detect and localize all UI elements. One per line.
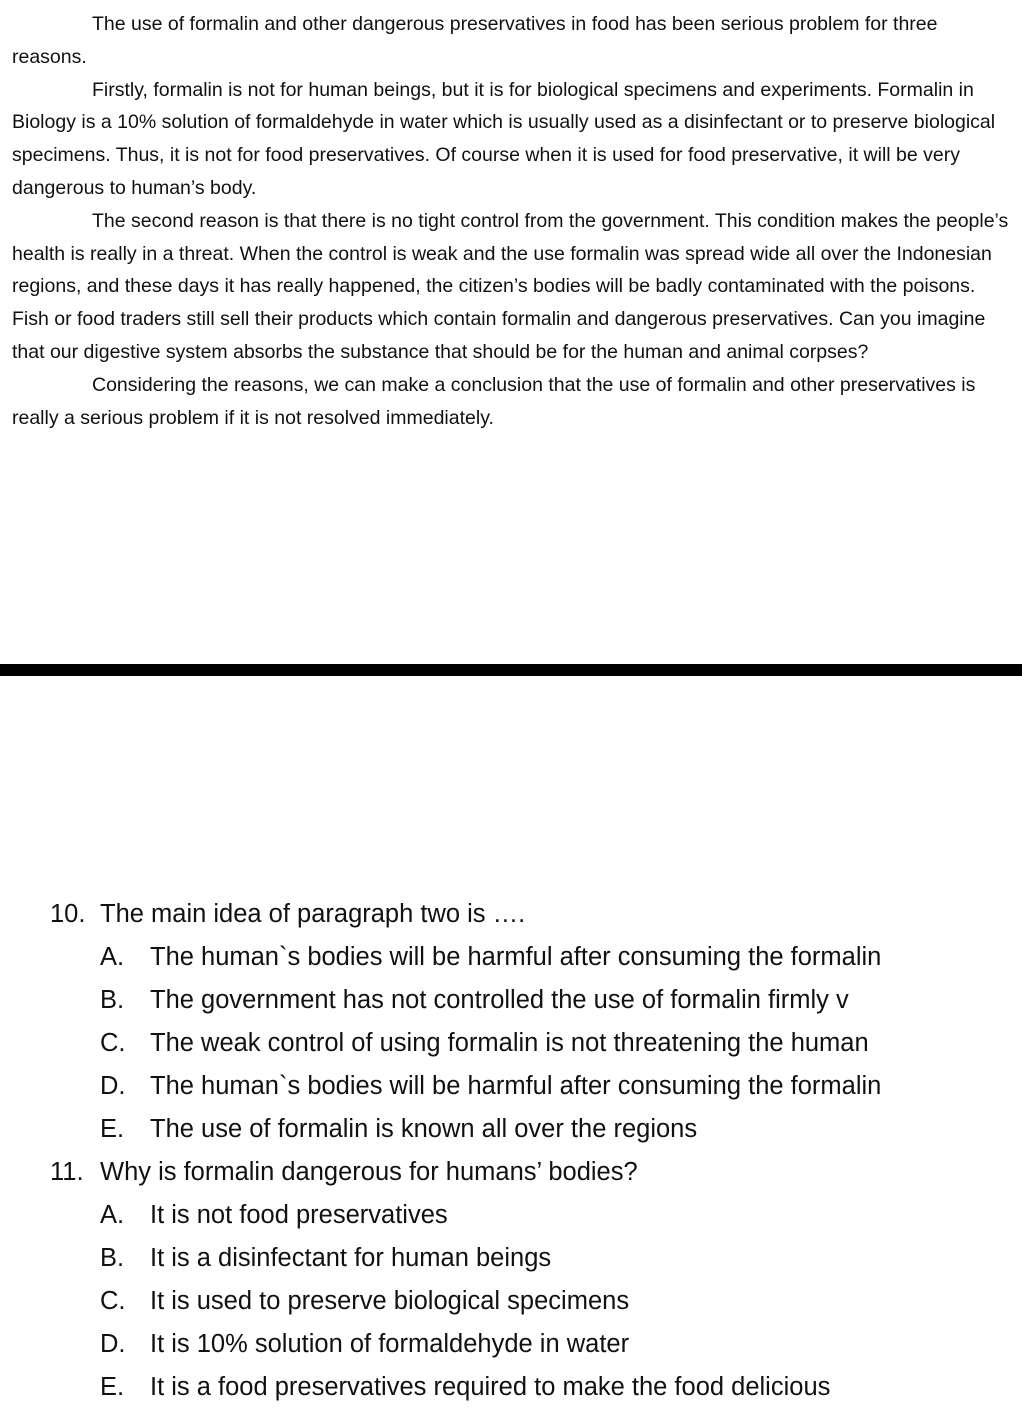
question-number: 10.	[50, 900, 86, 928]
reading-passage	[12, 8, 1010, 434]
option-text: The human`s bodies will be harmful after consuming the formalin	[150, 1072, 882, 1100]
passage-paragraph-first-reason: Firstly, formalin is not for human beings, but it is for biological specimens and experiments. Formalin in Biology is a 10% solution of formaldehyde in water which is usually used as a disinfectant or to preserve biological specimens. Thus, it is not for food preservatives. Of course when it is used for food preservative, it will be very dangerous to human’s body.	[12, 78, 996, 199]
option-text: It is not food preservatives	[150, 1201, 448, 1229]
question-11	[50, 1151, 1010, 1409]
option-letter: E.	[100, 1373, 125, 1401]
option-letter: B.	[100, 1244, 125, 1272]
answer-option-b[interactable]	[50, 979, 1010, 1022]
question-text: Why is formalin dangerous for humans’ bodies?	[100, 1158, 638, 1186]
answer-option-d[interactable]	[50, 1065, 1010, 1108]
option-letter: A.	[100, 1201, 125, 1229]
option-text: It is a food preservatives required to make the food delicious	[150, 1373, 831, 1401]
option-text: It is 10% solution of formaldehyde in water	[150, 1330, 630, 1358]
option-text: The human`s bodies will be harmful after consuming the formalin	[150, 943, 882, 971]
answer-option-c[interactable]	[50, 1022, 1010, 1065]
passage-paragraph-conclusion: Considering the reasons, we can make a conclusion that the use of formalin and other preservatives is really a serious problem if it is not resolved immediately.	[12, 373, 976, 429]
option-text: It is used to preserve biological specimens	[150, 1287, 630, 1315]
option-letter: D.	[100, 1072, 126, 1100]
passage-paragraph-second-reason: The second reason is that there is no tight control from the government. This condition makes the people’s health is really in a threat. When the control is weak and the use formalin was spread wide all over the Indonesian regions, and these days it has really happened, the citizen’s bodies will be badly contaminated with the poisons. Fish or food traders still sell their products which contain formalin and dangerous preservatives. Can you imagine that our digestive system absorbs the substance that should be for the human and animal corpses?	[12, 209, 1009, 363]
question-list	[50, 893, 1010, 1409]
option-text: The weak control of using formalin is not threatening the human	[150, 1029, 869, 1057]
answer-option-e[interactable]	[50, 1108, 1010, 1151]
option-text: The government has not controlled the use of formalin firmly v	[150, 986, 849, 1014]
answer-option-b[interactable]	[50, 1237, 1010, 1280]
option-text: The use of formalin is known all over the regions	[150, 1115, 698, 1143]
answer-option-d[interactable]	[50, 1323, 1010, 1366]
answer-option-c[interactable]	[50, 1280, 1010, 1323]
option-letter: C.	[100, 1287, 126, 1315]
option-letter: A.	[100, 943, 125, 971]
answer-option-e[interactable]	[50, 1366, 1010, 1409]
option-letter: E.	[100, 1115, 125, 1143]
option-letter: B.	[100, 986, 125, 1014]
option-letter: D.	[100, 1330, 126, 1358]
question-text: The main idea of paragraph two is ….	[100, 900, 526, 928]
question-10	[50, 893, 1010, 1151]
question-stem	[50, 1151, 1010, 1194]
question-number: 11.	[50, 1158, 84, 1186]
passage-paragraph-intro: The use of formalin and other dangerous preservatives in food has been serious problem for three reasons.	[12, 13, 938, 68]
answer-option-a[interactable]	[50, 936, 1010, 979]
question-stem	[50, 893, 1010, 936]
option-letter: C.	[100, 1029, 126, 1057]
option-text: It is a disinfectant for human beings	[150, 1244, 552, 1272]
section-divider	[0, 664, 1022, 676]
answer-option-a[interactable]	[50, 1194, 1010, 1237]
